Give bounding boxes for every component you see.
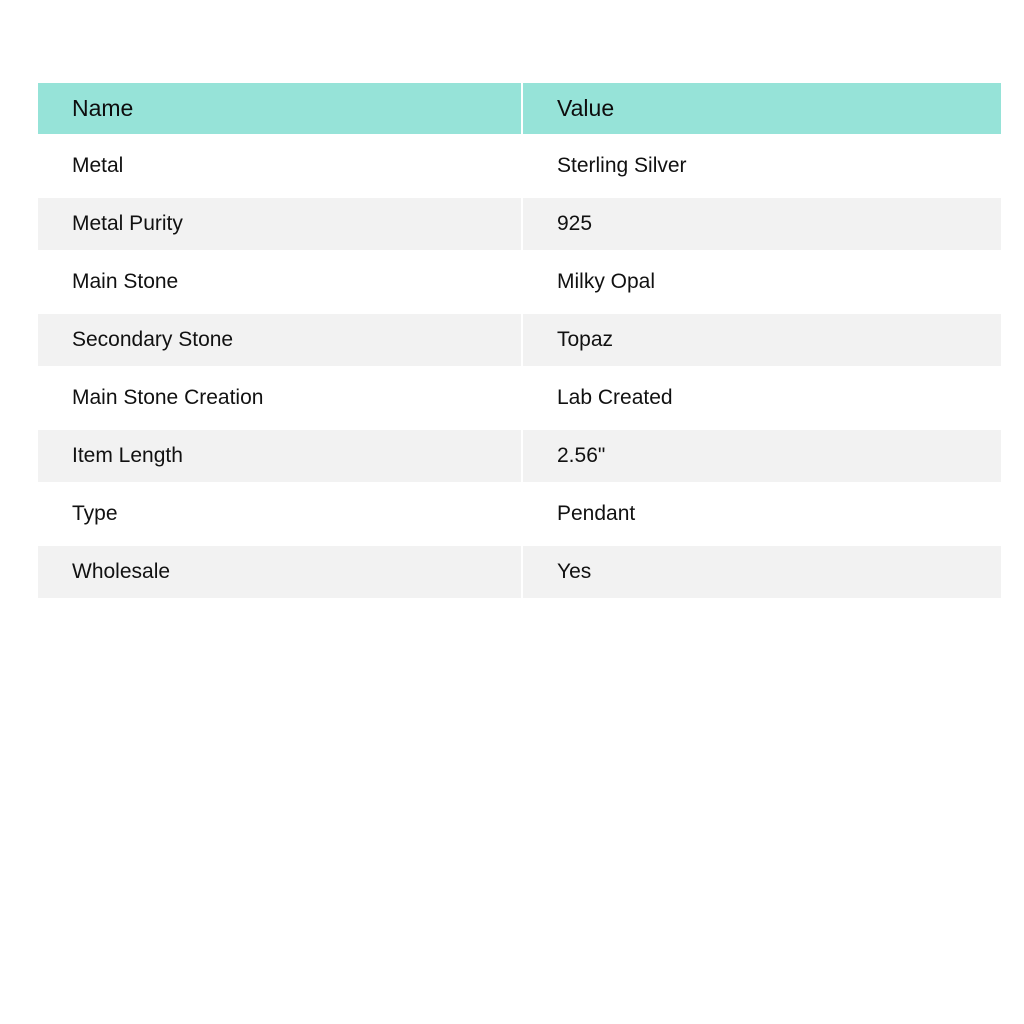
row-name-cell: Item Length [38, 430, 523, 482]
table-row [38, 430, 1001, 482]
table-row [38, 366, 1001, 430]
row-value-cell: 925 [523, 198, 1001, 250]
table-header [38, 83, 1001, 134]
column-header-value: Value [523, 83, 1001, 134]
table-row [38, 250, 1001, 314]
row-name-cell: Main Stone [38, 250, 523, 314]
table-row [38, 546, 1001, 598]
table-row [38, 314, 1001, 366]
row-name-cell: Main Stone Creation [38, 366, 523, 430]
table-row [38, 198, 1001, 250]
row-name-cell: Wholesale [38, 546, 523, 598]
row-name-cell: Metal [38, 134, 523, 198]
row-name-cell: Secondary Stone [38, 314, 523, 366]
table-header-row [38, 83, 1001, 134]
row-value-cell: Yes [523, 546, 1001, 598]
row-value-cell: Milky Opal [523, 250, 1001, 314]
row-name-cell: Type [38, 482, 523, 546]
table-row [38, 134, 1001, 198]
product-specifications-table [38, 83, 1001, 598]
table-body [38, 134, 1001, 598]
row-value-cell: Lab Created [523, 366, 1001, 430]
row-value-cell: Sterling Silver [523, 134, 1001, 198]
table-row [38, 482, 1001, 546]
row-name-cell: Metal Purity [38, 198, 523, 250]
row-value-cell: Topaz [523, 314, 1001, 366]
row-value-cell: 2.56" [523, 430, 1001, 482]
row-value-cell: Pendant [523, 482, 1001, 546]
column-header-name: Name [38, 83, 523, 134]
